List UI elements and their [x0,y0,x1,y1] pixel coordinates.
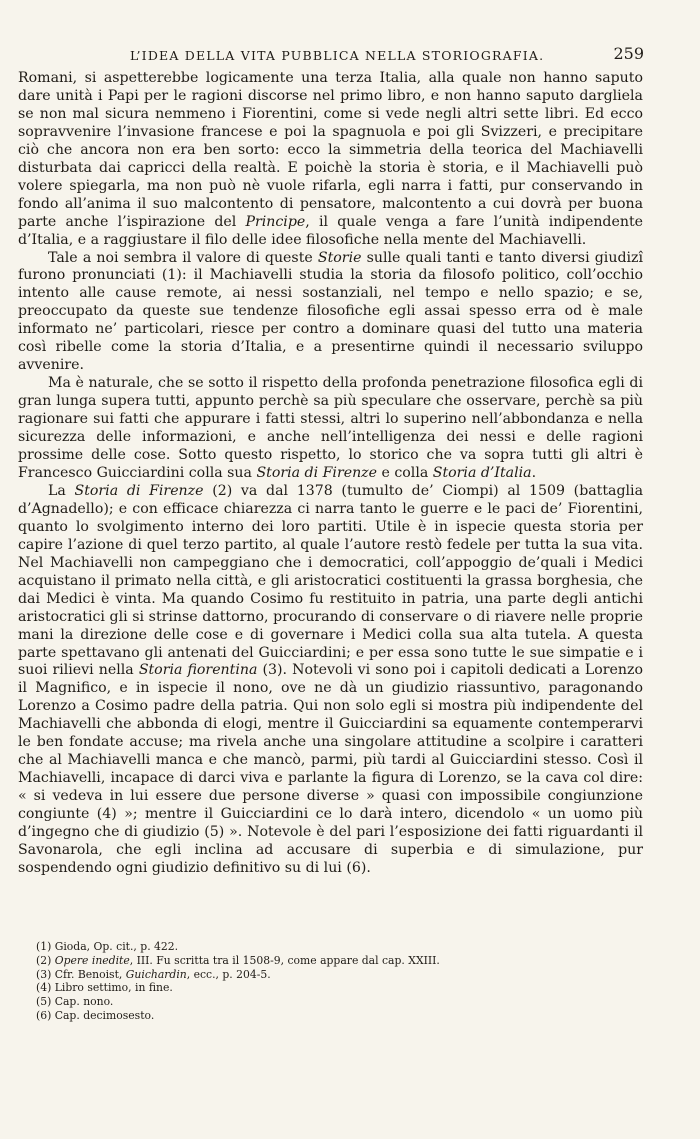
text-run: (3) Cfr. Benoist, [36,967,126,981]
footnote [36,968,636,982]
footnote [36,981,636,995]
main-text [18,70,643,878]
italic-text: Storia di Firenze [74,482,204,499]
italic-text: Guichardin [125,967,187,981]
italic-text: Principe [245,213,306,230]
text-run: La [48,482,75,499]
text-run: (1) Gioda, Op. cit., p. 422. [36,940,179,953]
text-run: , III. Fu scritta tra il 1508-9, come appare dal cap. XXIII. [129,953,440,967]
footnote [36,954,636,968]
italic-text: Storia fiorentina [138,662,258,679]
footnote [36,995,636,1009]
paragraph [18,70,643,250]
page-header [40,44,644,66]
text-run: (2) [36,953,55,967]
text-run: (5) Cap. nono. [36,995,114,1009]
running-title: L’IDEA DELLA VITA PUBBLICA NELLA STORIOGRAFIA. [130,48,545,63]
text-run: (2) va dal 1378 (tumulto de’ Ciompi) al 1509 (battaglia d’Agnadello); e con efficace chiarezza ci narra tanto le guerre e le paci de’ Fiorentini, quanto lo svolgimento interno dei loro partiti. Utile è in ispecie questa storia per capire l’azione di quel terzo partito, al quale l’autore restò fedele per tutta la sua vita. Nel Machiavelli non campeggiano che i democratici, coll’appoggio de’quali i Medici acquistano il primato nella città, e gli aristocratici costituenti la grassa borghesia, che dai Medici è vinta. Ma quando Cosimo fu restituito in patria, una parte degli antichi aristocratici gli si strinse dattorno, procurando di conservare o di riavere nelle proprie mani la direzione delle cose e di governare i Medici colla sua alta tutela. A questa parte spettavano gli antenati del Guicciardini; e per essa sono tutte le sue simpatie e i suoi rilievi nella [18,482,643,679]
text-run: , il quale venga a fare l’unità indipendente d’Italia, e a raggiustare il filo delle idee filosofiche nella mente del Machiavelli. [18,213,643,248]
text-run: . [531,464,537,481]
text-run: sulle quali tanti e tanto diversi giudizî furono pronunciati (1): il Machiavelli studia la storia da filosofo politico, coll’occhio intento alle cause remote, ai nessi sostanziali, nel tempo e nello spazio; e se, preoccupato da queste sue tendenze filosofiche egli assai spesso erra od è male informato ne’ particolari, riesce per contro a dominare quasi del tutto una materia così ribelle come la storia d’Italia, e a presentirne quindi il necessario sviluppo avvenire. [18,249,643,374]
footnote [36,940,636,954]
italic-text: Opere inedite [54,953,130,967]
paragraph [18,483,643,878]
footnote [36,1009,636,1023]
text-run: (3). Notevoli vi sono poi i capitoli dedicati a Lorenzo il Magnifico, e in ispecie il nono, ove ne dà un giudizio riassuntivo, paragonando Lorenzo a Cosimo padre della patria. Qui non solo egli si mostra più indipendente del Machiavelli che abbonda di elogi, mentre il Guicciardini sa equamente contemperarvi le ben fondate accuse; ma rivela anche una singolare attitudine a scolpire i caratteri che al Machiavelli manca e che mancò, parmi, più tardi al Guicciardini stesso. Così il Machiavelli, incapace di darci viva e parlante la figura di Lorenzo, se la cava col dire: « si vedeva in lui essere due persone diverse » quasi con impossibile congiunzione congiunte (4) »; mentre il Guicciardini ce lo darà intero, dicendolo « un uomo più d’ingegno che di giudizio (5) ». Notevole è del pari l’esposizione dei fatti riguardanti il Savonarola, che egli inclina ad accusare di superbia e di simulazione, pur sospendendo ogni giudizio definitivo su di lui (6). [18,662,644,876]
paragraph [18,375,643,483]
text-run: Romani, si aspetterebbe logicamente una terza Italia, alla quale non hanno saputo dare unità i Papi per le ragioni discorse nel primo libro, e non hanno saputo dargliela se non mal sicura nemmeno i Fiorentini, come si vede negli altri sette libri. Ed ecco sopravvenire l’invasione francese e poi la spagnuola e poi gli Svizzeri, e precipitare ciò che ancora non era ben sorto: ecco la simmetria della teorica del Machiavelli disturbata dai capricci della realtà. E poichè la storia è storia, e il Machiavelli può volere spiegarla, ma non può nè vuole rifarla, egli narra i fatti, pur conservando in fondo all’anima il suo malcontento di pensatore, malcontento a cui dovrà per buona parte anche l’ispirazione del [18,70,643,230]
italic-text: Storia d’Italia [432,464,532,481]
text-run: , ecc., p. 204-5. [186,967,271,981]
text-run: (6) Cap. decimosesto. [36,1008,155,1022]
page-number: 259 [613,44,644,63]
text-run: (4) Libro settimo, in fine. [36,981,173,995]
italic-text: Storia di Firenze [256,464,378,481]
text-run: Tale a noi sembra il valore di queste [48,249,318,266]
text-run: Ma è naturale, che se sotto il rispetto della profonda penetrazione filosofica egli di gran lunga supera tutti, appunto perchè sa più speculare che osservare, perchè sa più ragionare sui fatti che appurare i fatti stessi, altri lo superino nell’abbondanza e nella sicurezza delle informazioni, e anche nell’intelligenza dei nessi e delle ragioni prossime delle cose. Sotto questo rispetto, lo storico che va sopra tutti gli altri è Francesco Guicciardini colla sua [18,375,643,481]
text-run: e colla [377,464,433,481]
italic-text: Storie [317,249,362,266]
paragraph [18,250,643,376]
footnotes [36,940,636,1023]
